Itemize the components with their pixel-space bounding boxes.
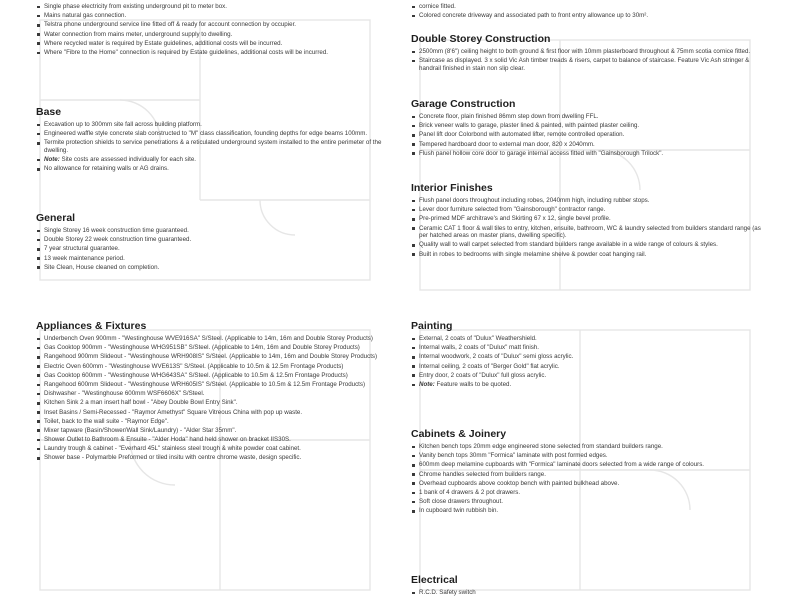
- electrical-list: [411, 589, 771, 597]
- section-title: Double Storey Construction: [411, 33, 551, 45]
- services-section: [36, 3, 388, 58]
- list-item: Internal walls, 2 coats of "Dulux" matt finish.: [411, 344, 771, 352]
- driveway-list: [411, 3, 771, 20]
- list-item: Colored concrete driveway and associated path to front entry allowance up to 30m².: [411, 12, 771, 20]
- list-item: Panel lift door Colorbond with automated lifter, remote controlled operation.: [411, 131, 771, 139]
- note-label: Note:: [419, 380, 435, 388]
- services-list: [36, 3, 388, 57]
- list-item: Gas Cooktop 900mm - "Westinghouse WHG951SB" S/Steel. (Applicable to 14m, 16m and Double Storey Products): [36, 344, 388, 352]
- list-item: Electric Oven 600mm - "Westinghouse WVE613S" S/Steel. (Applicable to 10.5m & 12.5m Frontage Products): [36, 363, 388, 371]
- list-item: Dishwasher - "Westinghouse 600mm WSF6606X" S/Steel.: [36, 390, 388, 398]
- list-item: No allowance for retaining walls or AG drains.: [36, 165, 388, 173]
- list-item: Laundry trough & cabinet - "Everhard 45L" stainless steel trough & white powder coat cabinet.: [36, 445, 388, 453]
- driveway-section: [411, 3, 771, 21]
- painting-list: [411, 335, 771, 389]
- list-item: Entry door, 2 coats of "Dulux" full gloss acrylic.: [411, 372, 771, 380]
- list-item: Soft close drawers throughout.: [411, 498, 771, 506]
- note-label: Note:: [44, 156, 60, 164]
- double-storey-section: [411, 33, 771, 74]
- list-item: Pre-primed MDF architrave's and Skirting 67 x 12, single bevel profile.: [411, 215, 771, 223]
- section-title: Base: [36, 106, 62, 118]
- double-storey-list: [411, 48, 771, 72]
- list-item: Internal woodwork, 2 coats of "Dulux" semi gloss acrylic.: [411, 353, 771, 361]
- list-item: 2500mm (8'6") ceiling height to both ground & first floor with 10mm plasterboard throughout & 75mm scotia cornice fitted.: [411, 48, 771, 56]
- base-list: [36, 121, 388, 173]
- garage-section: [411, 98, 771, 159]
- list-item: Rangehood 600mm Slideout - "Westinghouse WRH605IS" S/Steel. (Applicable to 10.5m & 12.5m Frontage Products): [36, 381, 388, 389]
- list-item: Brick veneer walls to garage, plaster lined & painted, with painted plaster ceiling.: [411, 122, 771, 130]
- list-item: Vanity bench tops 30mm "Formica" laminate with post formed edges.: [411, 452, 771, 460]
- list-item: Toilet, back to the wall suite - "Raymor Edge".: [36, 418, 388, 426]
- appliances-section: [36, 320, 388, 464]
- list-item: 1 bank of 4 drawers & 2 pot drawers.: [411, 489, 771, 497]
- list-item: Excavation up to 300mm site fall across building platform.: [36, 121, 388, 129]
- section-title: Cabinets & Joinery: [411, 428, 507, 440]
- list-item: Inset Basins / Semi-Recessed - "Raymor Amethyst" Square Vitreous China with pop up waste.: [36, 409, 388, 417]
- list-item: Mains natural gas connection.: [36, 12, 388, 20]
- list-item: Double Storey 22 week construction time guaranteed.: [36, 236, 388, 244]
- list-item: Gas Cooktop 600mm - "Westinghouse WHG643SA" S/Steel. (Applicable to 10.5m & 12.5m Frontage Products): [36, 372, 388, 380]
- list-item: Shower base - Polymarble Preformed or tiled insitu with centre chrome waste, design specific.: [36, 454, 388, 462]
- list-item: Staircase as displayed. 3 x solid Vic Ash timber treads & risers, carpet to balance of staircase. Feature Vic Ash stringer & handrail finished in stain non slip clear.: [411, 57, 771, 72]
- electrical-section: [411, 574, 771, 598]
- list-item: Internal ceiling, 2 coats of "Berger Gold" flat acrylic.: [411, 363, 771, 371]
- list-item: Telstra phone underground service line fitted off & ready for account connection by occupier.: [36, 21, 388, 29]
- list-item: Overhead cupboards above cooktop bench with painted bulkhead above.: [411, 480, 771, 488]
- section-title: Garage Construction: [411, 98, 516, 110]
- cabinets-section: [411, 428, 771, 517]
- note-item: [36, 156, 388, 164]
- list-item: Built in robes to bedrooms with single melamine shelve & powder coat hanging rail.: [411, 251, 771, 259]
- section-title: Appliances & Fixtures: [36, 320, 147, 332]
- list-item: Single phase electricity from existing underground pit to meter box.: [36, 3, 388, 11]
- list-item: Shower Outlet to Bathroom & Ensuite - "Alder Hoda" hand held shower on bracket IIS30S.: [36, 436, 388, 444]
- list-item: Concrete floor, plain finished 86mm step down from dwelling FFL.: [411, 113, 771, 121]
- list-item: Where "Fibre to the Home" connection is required by Estate guidelines, additional costs will be incurred.: [36, 49, 388, 57]
- general-list: [36, 227, 388, 271]
- list-item: Water connection from mains meter, underground supply to dwelling.: [36, 31, 388, 39]
- painting-section: [411, 320, 771, 390]
- list-item: Flush panel hollow core door to garage internal access fitted with "Gainsborough Trilock".: [411, 150, 771, 158]
- list-item: In cupboard twin rubbish bin.: [411, 507, 771, 515]
- list-item: 13 week maintenance period.: [36, 255, 388, 263]
- section-title: Electrical: [411, 574, 458, 586]
- list-item: Kitchen Sink 2 a man insert half bowl - "Abey Double Bowl Entry Sink".: [36, 399, 388, 407]
- list-item: Quality wall to wall carpet selected from standard builders range available in a wide range of colours & styles.: [411, 241, 771, 249]
- list-item: Where recycled water is required by Estate guidelines, additional costs will be incurred.: [36, 40, 388, 48]
- list-item: Tempered hardboard door to external man door, 820 x 2040mm.: [411, 141, 771, 149]
- interior-section: [411, 182, 771, 260]
- section-title: General: [36, 212, 76, 224]
- garage-list: [411, 113, 771, 157]
- cabinets-list: [411, 443, 771, 515]
- list-item: Ceramic CAT 1 floor & wall tiles to entry, kitchen, ensuite, bathroom, WC & laundry selected from builders standard range (as per hatched areas on master plans, dwelling specific).: [411, 225, 771, 240]
- section-title: Interior Finishes: [411, 182, 493, 194]
- list-item: Lever door furniture selected from "Gainsborough" contractor range.: [411, 206, 771, 214]
- list-item: Kitchen bench tops 20mm edge engineered stone selected from standard builders range.: [411, 443, 771, 451]
- general-section: [36, 212, 388, 273]
- list-item: 600mm deep melamine cupboards with "Formica" laminate doors selected from a wide range of colours.: [411, 461, 771, 469]
- list-item: Site Clean, House cleaned on completion.: [36, 264, 388, 272]
- list-item: Underbench Oven 900mm - "Westinghouse WVE916SA" S/Steel. (Applicable to 14m, 16m and Double Storey Products): [36, 335, 388, 343]
- appliances-list: [36, 335, 388, 462]
- interior-list: [411, 197, 771, 258]
- list-item: Rangehood 900mm Slideout - "Westinghouse WRH908IS" S/Steel. (Applicable to 14m, 16m and Double Storey Products): [36, 353, 388, 361]
- list-item: Engineered waffle style concrete slab constructed to "M" class classification, founding depths for edge beams 100mm.: [36, 130, 388, 138]
- note-text: Feature walls to be quoted.: [436, 380, 512, 388]
- note-text: Site costs are assessed individually for each site.: [61, 156, 197, 164]
- list-item: R.C.D. Safety switch: [411, 589, 771, 597]
- list-item: Flush panel doors throughout including robes, 2040mm high, including rubber stops.: [411, 197, 771, 205]
- list-item: cornice fitted.: [411, 3, 771, 11]
- list-item: Termite protection shields to service penetrations & a reticulated underground system installed to the entire perimeter of the dwelling.: [36, 139, 388, 154]
- base-section: [36, 106, 388, 175]
- list-item: 7 year structural guarantee.: [36, 245, 388, 253]
- list-item: Chrome handles selected from builders range.: [411, 471, 771, 479]
- list-item: External, 2 coats of "Dulux" Weathershield.: [411, 335, 771, 343]
- list-item: Single Storey 16 week construction time guaranteed.: [36, 227, 388, 235]
- list-item: Mixer tapware (Basin/Shower/Wall Sink/Laundry) - "Alder Star 35mm".: [36, 427, 388, 435]
- section-title: Painting: [411, 320, 453, 332]
- note-item: [411, 381, 771, 389]
